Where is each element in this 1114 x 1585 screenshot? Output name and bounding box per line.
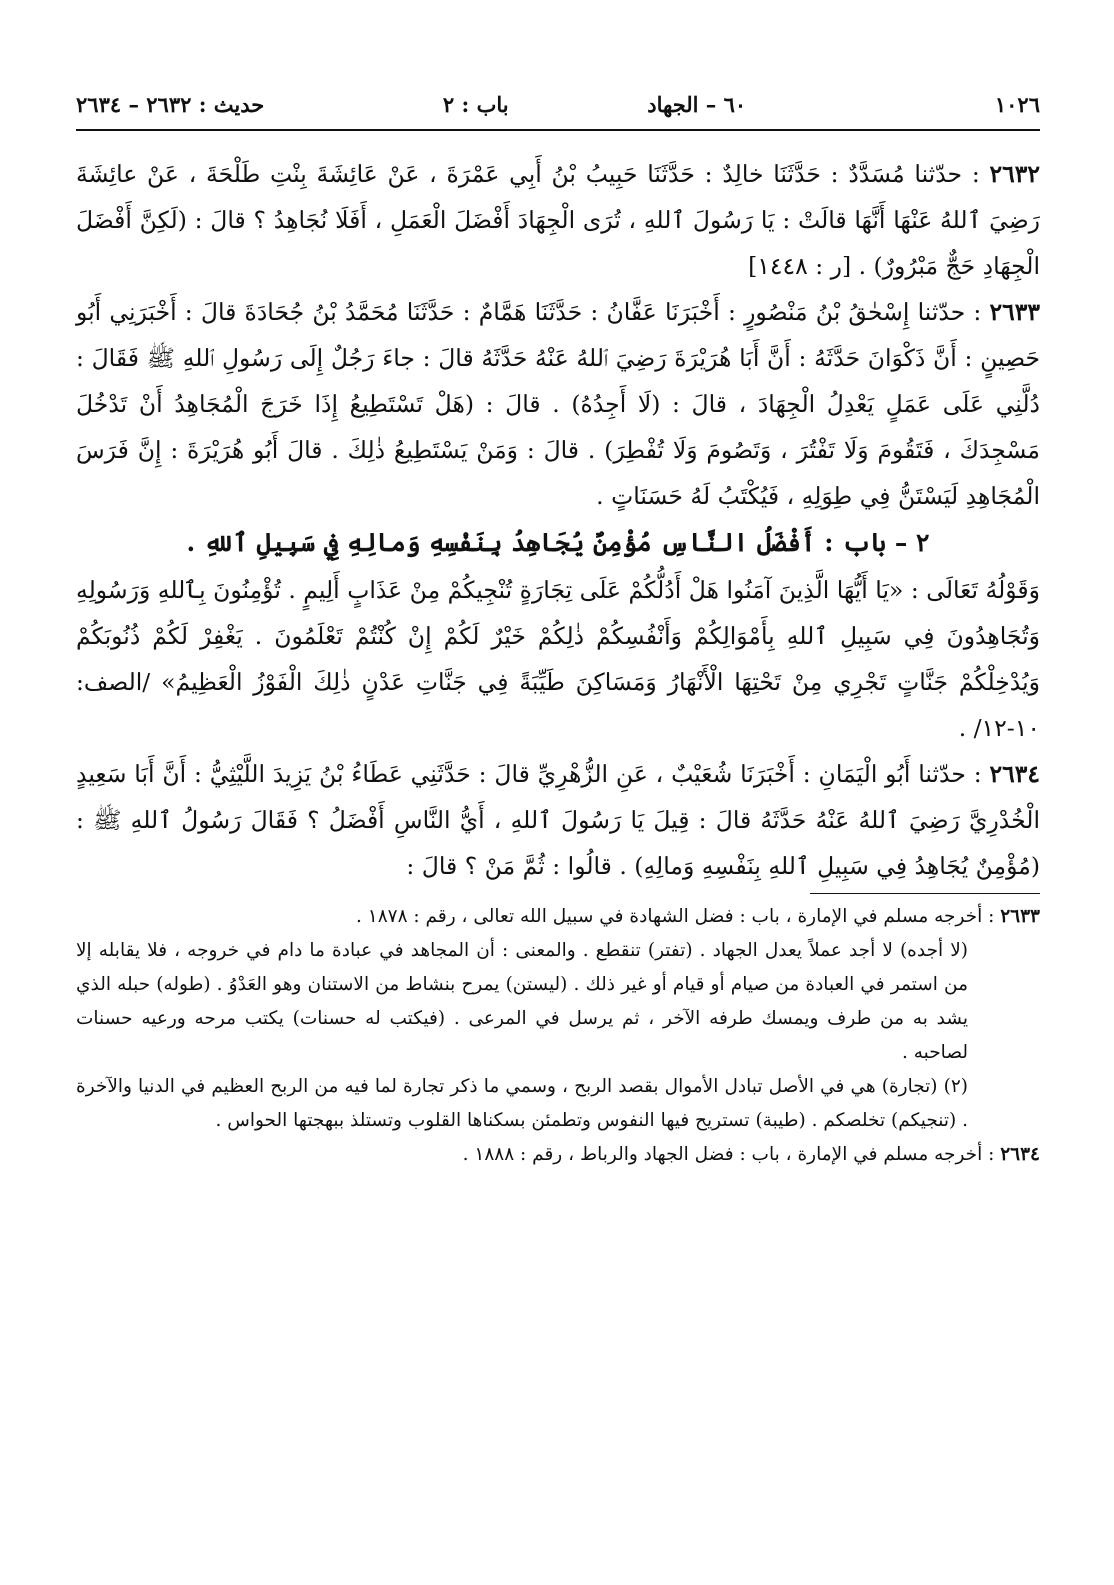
chapter-label: ٢ – باب : — [824, 528, 930, 557]
hadith-number: ٢٦٣٣ — [989, 298, 1040, 326]
hadith-number: ٢٦٣٤ — [989, 760, 1040, 788]
footnote-2633-source — [76, 900, 1040, 934]
hadith-text: : حدّثنا مُسَدَّدٌ : حَدَّثَنَا خالِدٌ : حَدَّثَنَا حَبِيبُ بْنُ أَبِي عَمْرَةَ ، عَنْ عَائِشَةَ بِنْتِ طَلْحَةَ ، عَنْ عائِشَةَ رَضِيَ ٱللهُ عَنْهَا أَنَّهَا قالَتْ : يَا رَسُولَ ٱللهِ ، تُرَى الْجِهَادَ أَفْضَلَ الْعَمَلِ ، أَفَلَا نُجَاهِدُ ؟ قالَ : (لَكِنَّ أَفْضَلَ الْجِهَادِ حَجٌّ مَبْرُورٌ) . [ر : ١٤٤٨] — [76, 160, 1040, 280]
chapter-title: أَفْضَلُ النَّاسِ مُؤْمِنٌ يُجَاهِدُ بِنَفْسِهِ وَمالِهِ فِي سَبِيلِ ٱللهِ . — [186, 528, 825, 557]
footnote-2633-gloss: (لا أجده) لا أجد عملاً يعدل الجهاد . (تفتر) تنقطع . والمعنى : أن المجاهد في عبادة ما دام في خروجه ، فلا يقابله إلا من استمر في العبادة من صيام أو قيام أو غير ذلك . (ليستن) يمرح بنشاط من الاستنان وهو العَدْوُ . (طوله) حبله الذي يشد به من طرف ويمسك طرفه الآخر ، ثم يرسل في المرعى . (فيكتب له حسنات) يكتب مرحه ورعيه حسنات لصاحبه . — [76, 940, 968, 1063]
quran-verse: وَقَوْلُهُ تَعَالَى : «يَا أَيُّهَا الَّذِينَ آمَنُوا هَلْ أَدُلُّكُمْ عَلَى تِجَارَةٍ تُنْجِيكُمْ مِنْ عَذَابٍ أَلِيمٍ . تُؤْمِنُونَ بِٱللهِ وَرَسُولِهِ وَتُجَاهِدُونَ فِي سَبِيلِ ٱللهِ بِأَمْوَالِكُمْ وَأَنْفُسِكُمْ ذٰلِكُمْ خَيْرٌ لَكُمْ إِنْ كُنْتُمْ تَعْلَمُونَ . يَغْفِرْ لَكُمْ ذُنُوبَكُمْ وَيُدْخِلْكُمْ جَنَّاتٍ تَجْرِي مِنْ تَحْتِهَا الْأَنْهَارُ وَمَسَاكِنَ طَيِّبَةً فِي جَنَّاتِ عَدْنٍ ذٰلِكَ الْفَوْزُ الْعَظِيمُ» /الصف: ١٠-١٢/ . — [76, 576, 1040, 742]
main-text — [76, 151, 1040, 889]
hadith-text: : حدّثنا أَبُو الْيَمَانِ : أَخْبَرَنَا شُعَيْبٌ ، عَنِ الزُّهْرِيِّ قالَ : حَدَّثَنِي عَطَاءُ بْنُ يَزِيدَ اللَّيْثِيُّ : أَنَّ أَبَا سَعِيدٍ الْخُدْرِيَّ رَضِيَ ٱللهُ عَنْهُ حَدَّثَهُ قالَ : قِيلَ يَا رَسُولَ ٱللهِ ، أَيُّ النَّاسِ أَفْضَلُ ؟ فَقَالَ رَسُولُ ٱللهِ ﷺ : (مُؤْمِنٌ يُجَاهِدُ فِي سَبِيلِ ٱللهِ بِنَفْسِهِ وَمالِهِ) . قالُوا : ثُمَّ مَنْ ؟ قالَ : — [76, 760, 1040, 880]
page-number: ١٠٢٦ — [994, 92, 1040, 117]
footnote-text: : أخرجه مسلم في الإمارة ، باب : فضل الجهاد والرباط ، رقم : ١٨٨٨ . — [462, 1144, 1001, 1165]
hadith-range: حديث : ٢٦٣٢ – ٢٦٣٤ — [76, 92, 265, 117]
footnote-2634-source — [76, 1138, 1040, 1172]
chapter-heading — [76, 519, 1040, 567]
book-title: ٦٠ – الجهاد — [647, 92, 747, 117]
chapter-number: باب : ٢ — [442, 92, 509, 117]
footnote-text: : أخرجه مسلم في الإمارة ، باب : فضل الشهادة في سبيل الله تعالى ، رقم : ١٨٧٨ . — [356, 906, 1001, 927]
hadith-number: ٢٦٣٢ — [989, 160, 1040, 188]
footnote-divider — [810, 893, 1040, 894]
footnotes — [76, 900, 1040, 1172]
footnote-number: ٢٦٣٤ — [1000, 1144, 1040, 1165]
book-page — [76, 84, 1040, 1172]
footnote-2-gloss: (٢) (تجارة) هي في الأصل تبادل الأموال بقصد الربح ، وسمي ما ذكر تجارة لما فيه من الربح العظيم في الدنيا والآخرة . (تنجيكم) تخلصكم . (طيبة) تستريح فيها النفوس وتطمئن بسكناها القلوب وتستلذ ببهجتها الحواس . — [76, 1076, 968, 1131]
hadith-2632 — [76, 151, 1040, 289]
hadith-2633 — [76, 289, 1040, 519]
running-header — [76, 84, 1040, 131]
footnote-number: ٢٦٣٣ — [1000, 906, 1040, 927]
hadith-2634 — [76, 751, 1040, 889]
hadith-text: : حدّثنا إِسْحٰقُ بْنُ مَنْصُورٍ : أَخْبَرَنَا عَفَّانُ : حَدَّثَنَا هَمَّامٌ : حَدَّثَنَا مُحَمَّدُ بْنُ جُحَادَةَ قالَ : أَخْبَرَنِي أَبُو حَصِينٍ : أَنَّ ذَكْوَانَ حَدَّثَهُ : أَنَّ أَبَا هُرَيْرَةَ رَضِيَ ٱللهُ عَنْهُ حَدَّثَهُ قالَ : جاءَ رَجُلٌ إِلَى رَسُولِ ٱللهِ ﷺ فَقَالَ : دُلَّنِي عَلَى عَمَلٍ يَعْدِلُ الْجِهَادَ ، قالَ : (لَا أَجِدُهُ) . قالَ : (هَلْ تَسْتَطِيعُ إِذَا خَرَجَ الْمُجَاهِدُ أَنْ تَدْخُلَ مَسْجِدَكَ ، فَتَقُومَ وَلَا تَفْتُرَ ، وَتَصُومَ وَلَا تُفْطِرَ) . قالَ : وَمَنْ يَسْتَطِيعُ ذٰلِكَ . قالَ أَبُو هُرَيْرَةَ : إِنَّ فَرَسَ الْمُجَاهِدِ لَيَسْتَنُّ فِي طِوَلِهِ ، فَيُكْتَبُ لَهُ حَسَنَاتٍ . — [76, 298, 1040, 510]
